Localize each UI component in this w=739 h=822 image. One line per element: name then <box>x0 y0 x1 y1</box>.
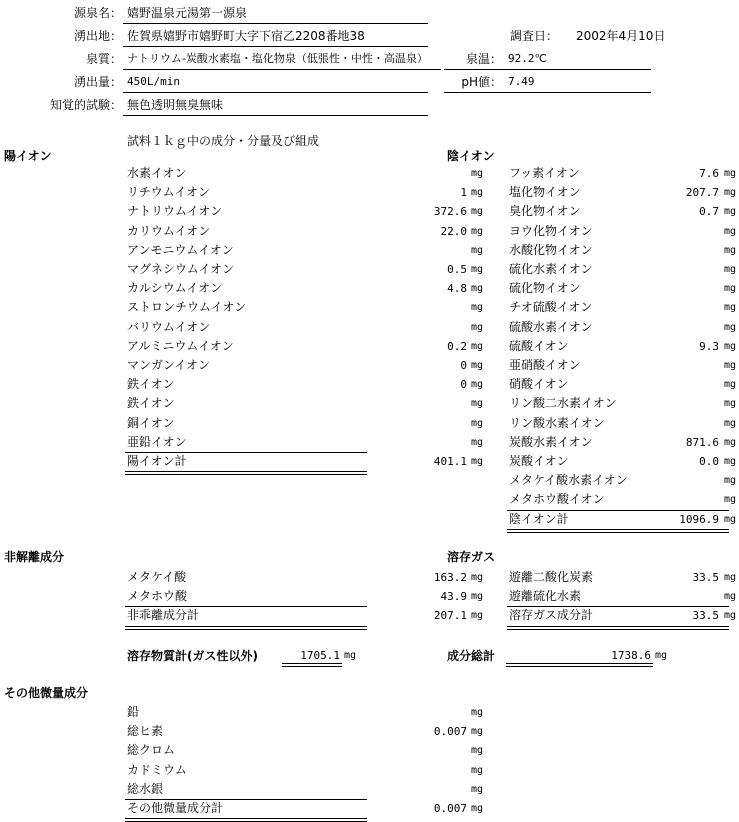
component-value: 0.2 <box>447 339 467 353</box>
component-name: フッ素イオン <box>509 166 580 180</box>
component-unit: mg <box>471 591 484 603</box>
nondissociated-heading: 非解離成分 <box>4 550 65 564</box>
component-unit: mg <box>724 456 737 467</box>
component-name: 水素イオン <box>127 166 187 180</box>
sense-value: 無色透明無臭無味 <box>127 98 224 112</box>
component-unit: mg <box>471 572 484 583</box>
component-unit: mg <box>471 302 484 314</box>
temp-underline <box>444 69 651 70</box>
sample-heading: 試料１ｋｇ中の成分・分量及び組成 <box>127 134 320 148</box>
dissolved-total-label: 溶存物質計(ガス性以外) <box>127 649 258 663</box>
component-name: 遊離硫化水素 <box>509 589 582 604</box>
table-row <box>127 703 484 722</box>
component-unit: mg <box>471 379 484 391</box>
total-unit: mg <box>471 456 484 467</box>
component-value: 871.6 <box>685 435 719 449</box>
component-unit: mg <box>471 225 484 237</box>
flow-label: 湧出量： <box>73 75 122 89</box>
component-unit: mg <box>724 436 737 448</box>
component-name: 硫化物イオン <box>509 281 581 296</box>
component-unit: mg <box>471 707 484 718</box>
dissolved-total-value: 1705.1 <box>300 649 340 662</box>
grand-total-label: 成分総計 <box>447 649 496 663</box>
dissolved-total-underline <box>282 663 342 667</box>
table-row <box>127 222 484 241</box>
component-name: メタケイ酸 <box>127 570 187 584</box>
component-unit: mg <box>471 417 484 429</box>
component-unit: mg <box>724 379 737 391</box>
component-unit: mg <box>471 244 484 256</box>
table-row <box>127 279 484 298</box>
total-unit: mg <box>471 803 484 814</box>
component-value: 33.5 <box>692 571 719 584</box>
component-value: 372.6 <box>433 205 467 219</box>
temp-value: 92.2℃ <box>508 52 547 65</box>
component-value: 0.0 <box>699 455 719 468</box>
component-value: 0.5 <box>447 263 467 276</box>
component-name: 硝酸イオン <box>509 377 569 392</box>
component-name: 臭化物イオン <box>509 204 581 219</box>
sense-label: 知覚的試験： <box>49 98 122 112</box>
quality-value: ナトリウム-炭酸水素塩・塩化物泉（低張性・中性・高温泉） <box>127 52 428 65</box>
component-unit: mg <box>724 187 737 199</box>
table-row <box>127 164 484 183</box>
component-unit: mg <box>724 360 737 371</box>
component-unit: mg <box>724 340 737 352</box>
table-row <box>127 761 484 780</box>
component-name: ナトリウムイオン <box>127 204 223 219</box>
total-value: 0.007 <box>433 802 467 815</box>
component-value: 0.007 <box>433 725 467 739</box>
table-row <box>127 568 484 587</box>
component-value: 0 <box>460 378 467 392</box>
table-row <box>127 433 484 452</box>
component-name: メタホウ酸イオン <box>509 492 605 507</box>
total-value: 401.1 <box>433 455 467 468</box>
component-name: 亜硝酸イオン <box>509 358 581 372</box>
table-row <box>509 183 737 202</box>
total-row <box>127 606 484 625</box>
component-name: マンガンイオン <box>127 358 211 372</box>
total-name: 溶存ガス成分計 <box>509 608 594 623</box>
component-name: ヨウ化物イオン <box>509 223 593 238</box>
total-unit: mg <box>471 610 484 622</box>
component-unit: mg <box>724 244 737 256</box>
source-underline <box>123 23 428 24</box>
component-name: 硫化水素イオン <box>509 262 593 276</box>
component-name: 水酸化物イオン <box>509 242 593 257</box>
total-row <box>127 452 484 471</box>
component-name: 炭酸水素イオン <box>509 434 593 449</box>
table-row <box>127 587 484 606</box>
component-name: 鉄イオン <box>127 377 175 392</box>
component-name: リン酸水素イオン <box>509 415 605 430</box>
component-unit: mg <box>471 321 484 333</box>
table-row <box>509 356 737 375</box>
component-unit: mg <box>724 168 737 179</box>
trace-heading: その他微量成分 <box>4 686 89 700</box>
table-row <box>127 337 484 356</box>
table-row <box>509 222 737 241</box>
component-unit: mg <box>471 187 484 199</box>
component-name: アルミニウムイオン <box>127 338 234 353</box>
table-row <box>509 202 737 221</box>
table-row <box>127 260 484 279</box>
table-row <box>509 414 737 433</box>
component-unit: mg <box>471 764 484 776</box>
component-unit: mg <box>471 783 484 795</box>
component-unit: mg <box>724 264 737 275</box>
component-unit: mg <box>724 302 737 314</box>
component-value: 0 <box>460 359 467 372</box>
ph-value: 7.49 <box>508 75 535 88</box>
total-double-underline <box>125 471 367 475</box>
component-name: 銅イオン <box>127 415 175 430</box>
table-row <box>127 394 484 413</box>
table-row <box>509 433 737 452</box>
component-unit: mg <box>471 726 484 738</box>
component-unit: mg <box>471 168 484 179</box>
component-name: 総クロム <box>127 743 176 758</box>
component-name: メタホウ酸 <box>127 589 188 604</box>
component-name: 塩化物イオン <box>509 185 581 200</box>
component-name: カドミウム <box>127 762 187 777</box>
component-value: 1 <box>460 186 467 200</box>
component-unit: mg <box>724 225 737 237</box>
table-row <box>127 356 484 375</box>
table-row <box>127 780 484 799</box>
component-unit: mg <box>471 745 484 757</box>
gas-heading: 溶存ガス <box>447 550 496 564</box>
table-row <box>509 241 737 260</box>
table-row <box>509 298 737 317</box>
table-row <box>127 722 484 741</box>
dissolved-total-unit: mg <box>344 650 357 661</box>
table-row <box>509 587 737 606</box>
table-row <box>127 202 484 221</box>
table-row <box>127 241 484 260</box>
total-double-underline <box>507 626 729 630</box>
component-name: アンモニウムイオン <box>127 242 234 257</box>
component-unit: mg <box>724 475 737 487</box>
component-unit: mg <box>471 436 484 448</box>
component-name: ストロンチウムイオン <box>127 300 247 315</box>
quality-label: 泉質： <box>85 52 122 66</box>
table-row <box>127 414 484 433</box>
total-name: 陰イオン計 <box>509 511 569 526</box>
table-row <box>509 318 737 337</box>
component-value: 4.8 <box>447 282 467 296</box>
total-name: 陽イオン計 <box>127 454 187 468</box>
cation-heading: 陽イオン <box>4 149 52 163</box>
component-unit: mg <box>471 360 484 371</box>
component-value: 22.0 <box>440 224 467 238</box>
grand-total-unit: mg <box>655 650 668 661</box>
table-row <box>127 183 484 202</box>
component-name: リチウムイオン <box>127 185 211 200</box>
component-name: 総ヒ素 <box>127 724 164 739</box>
component-value: 7.6 <box>699 167 719 180</box>
component-unit: mg <box>471 283 484 295</box>
total-row <box>127 799 484 818</box>
component-name: チオ硫酸イオン <box>509 300 593 315</box>
component-name: 硫酸水素イオン <box>509 319 593 334</box>
component-name: 炭酸イオン <box>509 454 569 468</box>
component-value: 163.2 <box>433 571 467 584</box>
table-row <box>127 375 484 394</box>
component-unit: mg <box>471 206 484 218</box>
component-unit: mg <box>724 398 737 410</box>
quality-underline <box>123 69 441 70</box>
table-row <box>509 375 737 394</box>
table-row <box>509 164 737 183</box>
component-unit: mg <box>724 206 737 218</box>
component-value: 43.9 <box>440 590 467 604</box>
component-unit: mg <box>724 494 737 506</box>
component-unit: mg <box>471 340 484 352</box>
flow-value: 450L/min <box>127 75 180 88</box>
total-unit: mg <box>724 513 737 525</box>
component-unit: mg <box>724 321 737 333</box>
source-value: 嬉野温泉元湯第一源泉 <box>127 6 248 20</box>
grand-total-underline <box>506 663 653 667</box>
table-row <box>127 741 484 760</box>
anion-heading: 陰イオン <box>447 149 495 163</box>
total-double-underline <box>507 529 729 533</box>
component-value: 207.7 <box>685 186 719 200</box>
table-row <box>127 298 484 317</box>
date-value: 2002年4月10日 <box>576 29 666 43</box>
component-name: 遊離二酸化炭素 <box>509 570 594 584</box>
table-row <box>509 394 737 413</box>
table-row <box>509 337 737 356</box>
location-label: 湧出地： <box>73 29 122 43</box>
component-name: 硫酸イオン <box>509 338 569 353</box>
ph-underline <box>444 92 651 93</box>
total-double-underline <box>125 626 367 630</box>
component-unit: mg <box>724 283 737 295</box>
table-row <box>509 452 737 471</box>
source-label: 源泉名： <box>73 6 122 20</box>
total-unit: mg <box>724 610 737 622</box>
flow-underline <box>123 92 428 93</box>
location-underline <box>123 46 428 47</box>
component-name: 亜鉛イオン <box>127 434 187 449</box>
component-name: カルシウムイオン <box>127 281 222 296</box>
component-value: 0.7 <box>699 205 719 219</box>
component-unit: mg <box>724 591 737 603</box>
total-name: 非乖離成分計 <box>127 608 200 623</box>
table-row <box>509 471 737 490</box>
total-value: 33.5 <box>692 609 719 623</box>
ph-label: pH値： <box>461 75 502 89</box>
component-value: 9.3 <box>699 339 719 353</box>
total-row <box>509 606 737 625</box>
date-label: 調査日： <box>510 29 559 43</box>
component-name: 総水銀 <box>127 781 164 796</box>
component-unit: mg <box>471 398 484 410</box>
table-row <box>509 490 737 509</box>
table-row <box>509 260 737 279</box>
component-name: バリウムイオン <box>127 319 211 334</box>
total-value: 1096.9 <box>679 512 719 526</box>
component-unit: mg <box>724 417 737 429</box>
total-row <box>509 510 737 529</box>
temp-label: 泉温： <box>465 52 502 66</box>
component-unit: mg <box>471 264 484 275</box>
total-double-underline <box>125 818 367 822</box>
total-name: その他微量成分計 <box>127 801 224 815</box>
grand-total-value: 1738.6 <box>611 649 651 662</box>
table-row <box>509 279 737 298</box>
table-row <box>127 318 484 337</box>
total-value: 207.1 <box>433 609 467 623</box>
component-name: 鉛 <box>127 705 140 719</box>
component-unit: mg <box>724 572 737 583</box>
component-name: 鉄イオン <box>127 396 175 411</box>
sense-underline <box>123 115 428 116</box>
component-name: カリウムイオン <box>127 223 211 238</box>
table-row <box>509 568 737 587</box>
location-value: 佐賀県嬉野市嬉野町大字下宿乙2208番地38 <box>127 29 365 43</box>
component-name: リン酸二水素イオン <box>509 396 617 411</box>
component-name: メタケイ酸水素イオン <box>509 473 628 488</box>
component-name: マグネシウムイオン <box>127 262 235 276</box>
